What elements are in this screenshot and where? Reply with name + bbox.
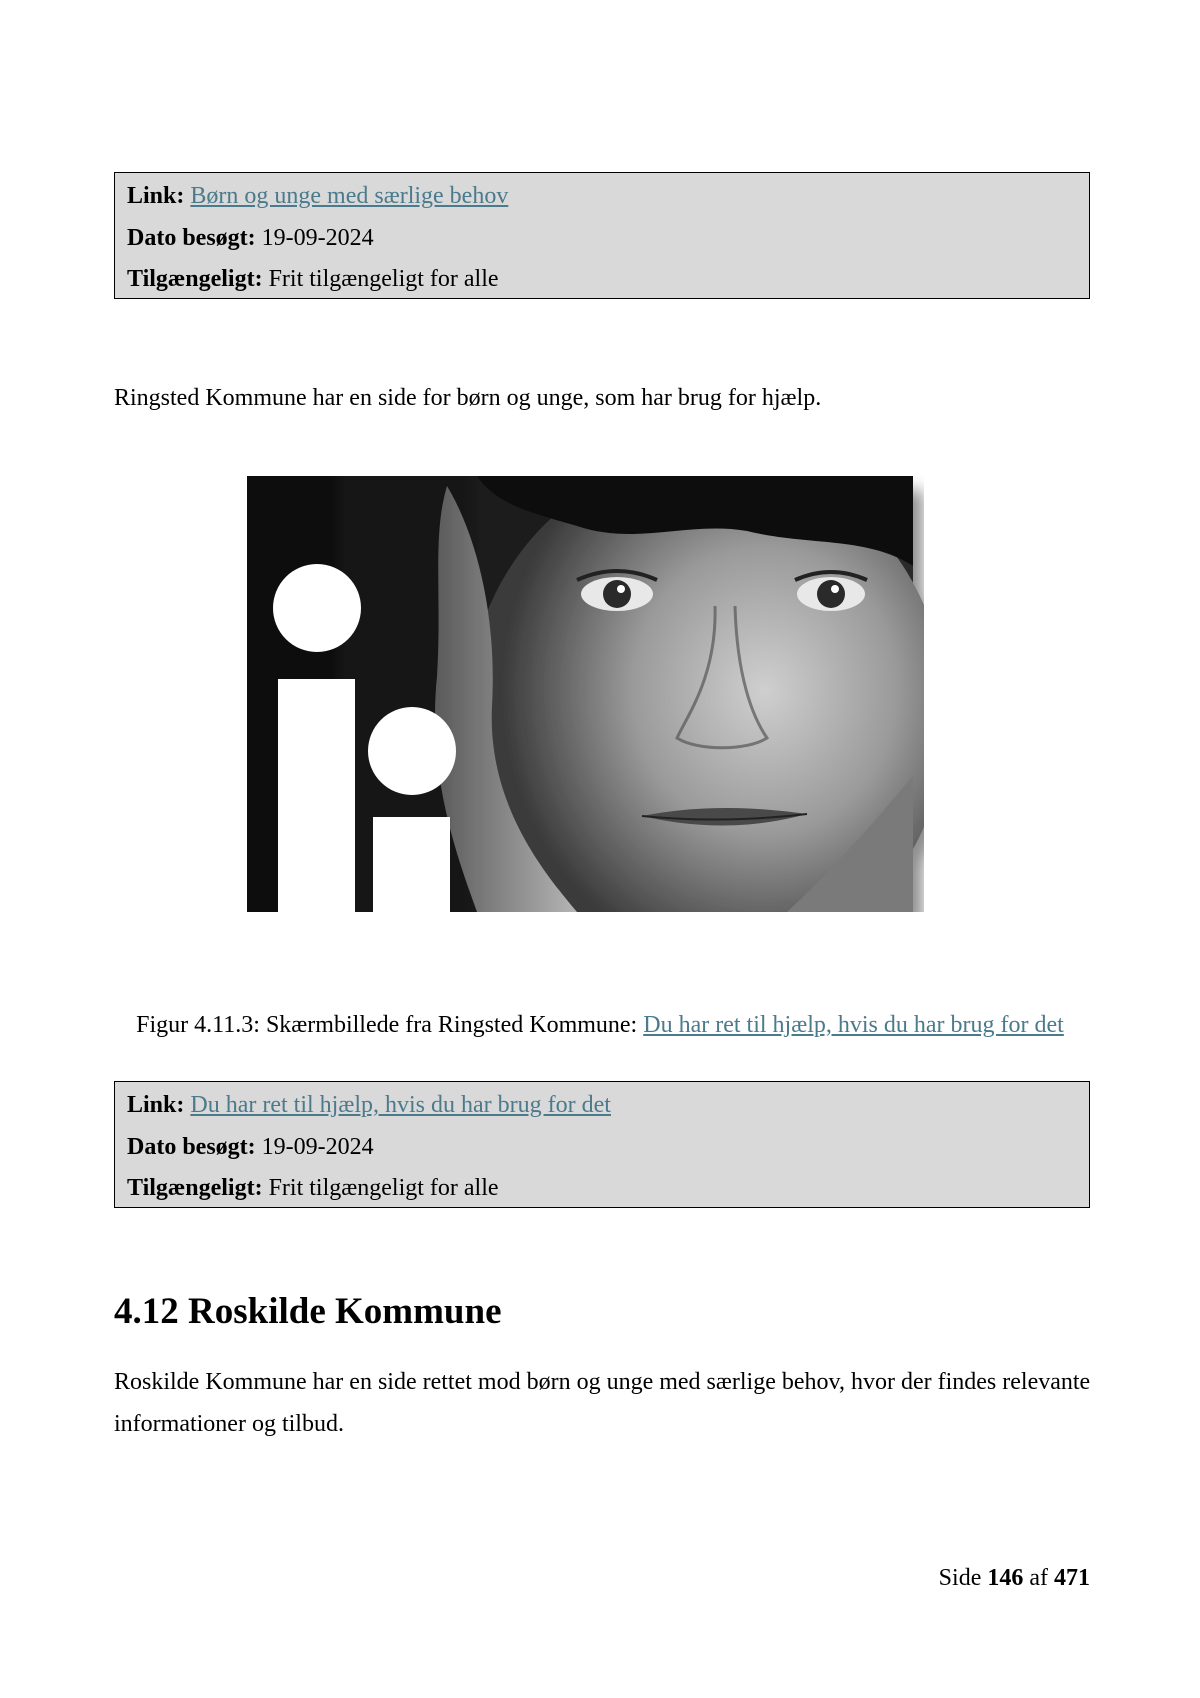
link-born-og-unge[interactable]: Børn og unge med særlige behov [190, 183, 509, 209]
info-box-1 [114, 172, 1090, 299]
footer-prefix: Side [938, 1565, 982, 1591]
figure-caption [0, 1010, 1200, 1040]
date-label: Dato besøgt: [127, 224, 256, 251]
access-row [127, 1168, 1089, 1210]
caption-text: Figur 4.11.3: Skærmbillede fra Ringsted Kommune: [136, 1012, 644, 1038]
caption-link[interactable]: Du har ret til hjælp, hvis du har brug for det [643, 1012, 1064, 1038]
date-value: 19-09-2024 [261, 1133, 374, 1160]
link-du-har-ret[interactable]: Du har ret til hjælp, hvis du har brug for det [190, 1092, 611, 1118]
page-total: 471 [1054, 1565, 1090, 1591]
date-value: 19-09-2024 [261, 224, 374, 251]
paragraph-ringsted: Ringsted Kommune har en side for børn og unge, som har brug for hjælp. [114, 385, 822, 411]
access-value: Frit tilgængeligt for alle [268, 266, 499, 292]
girl-face-photo [247, 476, 924, 912]
page-footer [939, 1563, 1090, 1593]
page-number: 146 [987, 1565, 1024, 1591]
access-row [127, 259, 1089, 301]
link-row [127, 1085, 1089, 1127]
section-heading: 4.12 Roskilde Kommune [114, 1291, 502, 1332]
date-row [127, 218, 1089, 260]
access-value: Frit tilgængeligt for alle [268, 1175, 499, 1201]
figure-image [247, 476, 924, 912]
date-label: Dato besøgt: [127, 1133, 256, 1160]
date-row [127, 1127, 1089, 1169]
link-label: Link: [127, 183, 185, 209]
access-label: Tilgængeligt: [127, 1175, 263, 1201]
link-row [127, 176, 1089, 218]
paragraph-roskilde: Roskilde Kommune har en side rettet mod børn og unge med særlige behov, hvor der findes relevante informationer og tilbud. [114, 1369, 1091, 1437]
access-label: Tilgængeligt: [127, 266, 263, 292]
footer-sep: af [1029, 1565, 1048, 1591]
link-label: Link: [127, 1092, 185, 1118]
info-box-2 [114, 1081, 1090, 1208]
